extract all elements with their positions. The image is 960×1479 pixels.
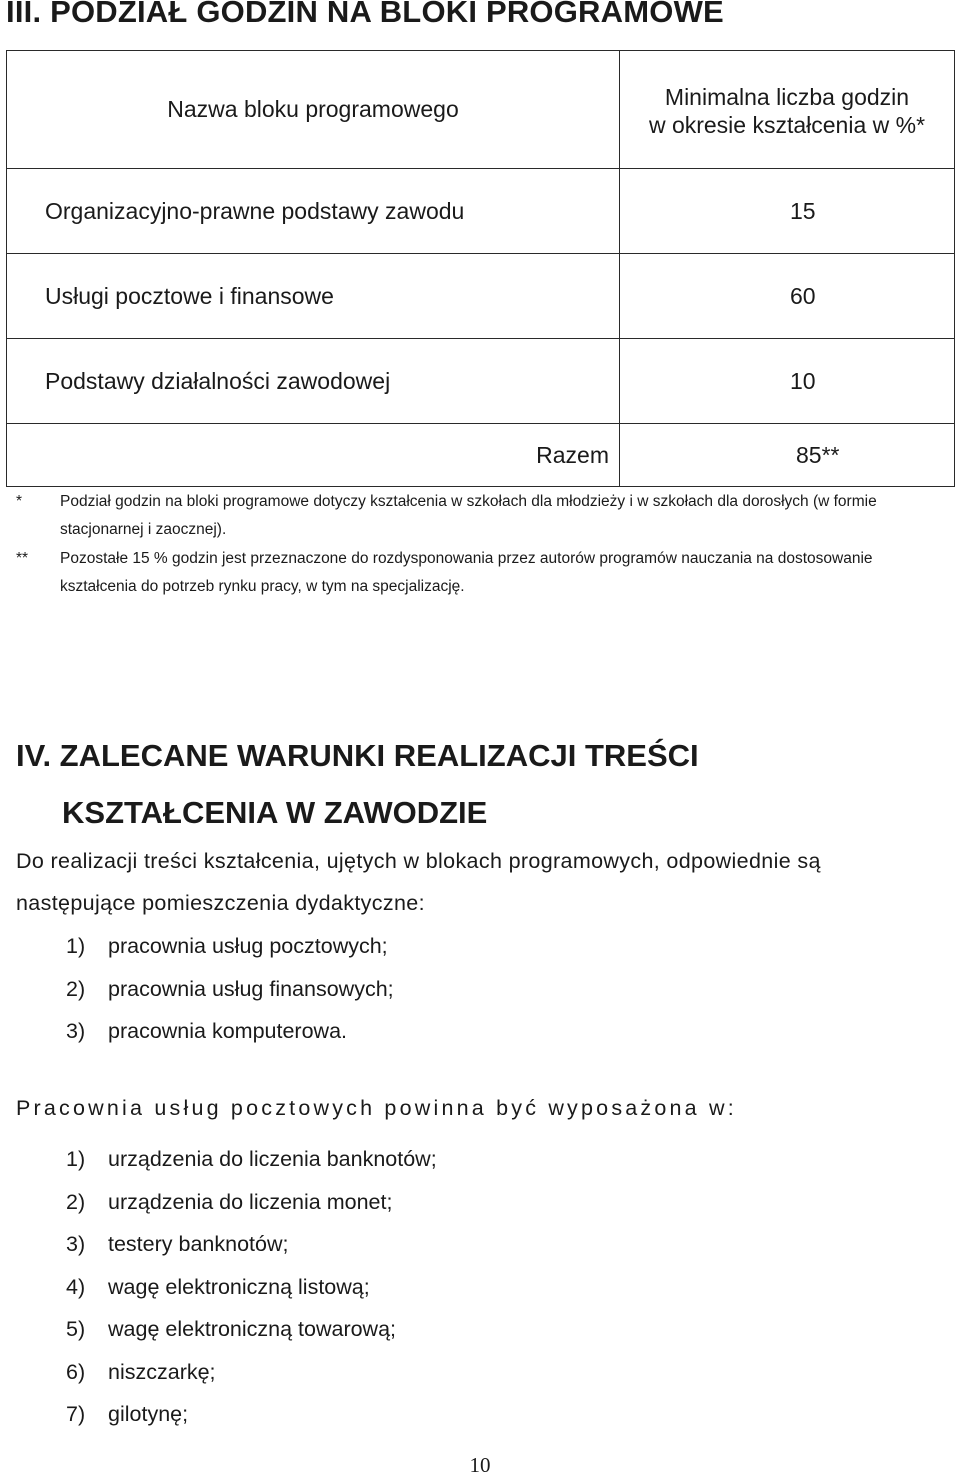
list-number: 5) bbox=[66, 1317, 86, 1341]
list-text: testery banknotów; bbox=[108, 1232, 289, 1256]
block-value: 60 bbox=[620, 254, 955, 339]
list-text: urządzenia do liczenia monet; bbox=[108, 1189, 393, 1214]
block-value: 15 bbox=[620, 169, 955, 254]
program-blocks-table bbox=[6, 50, 955, 487]
table-total-row bbox=[7, 424, 955, 487]
list-item bbox=[66, 1351, 437, 1394]
list-item bbox=[66, 925, 394, 968]
block-value: 10 bbox=[620, 339, 955, 424]
list-item bbox=[66, 1181, 437, 1224]
list-number: 2) bbox=[66, 976, 86, 1001]
page-number: 10 bbox=[469, 1453, 491, 1477]
list-item bbox=[66, 1393, 437, 1436]
table-header-row bbox=[7, 51, 955, 169]
list-item bbox=[66, 1308, 437, 1351]
list-number: 6) bbox=[66, 1359, 86, 1384]
list-text: wagę elektroniczną listową; bbox=[108, 1274, 370, 1299]
block-name: Podstawy działalności zawodowej bbox=[7, 339, 620, 424]
list-text: pracownia usług finansowych; bbox=[108, 976, 394, 1001]
footnote-text: Podział godzin na bloki programowe dotyczy kształcenia w szkołach dla młodzieży i w szkołach dla dorosłych (w formie stacjonarnej i zaocznej). bbox=[60, 493, 877, 538]
rooms-list bbox=[66, 925, 394, 1053]
list-number: 3) bbox=[66, 1019, 86, 1043]
footnote-mark: ** bbox=[16, 550, 29, 567]
list-text: gilotynę; bbox=[108, 1402, 189, 1426]
list-text: urządzenia do liczenia banknotów; bbox=[108, 1147, 437, 1171]
list-number: 7) bbox=[66, 1402, 86, 1426]
header-min-hours bbox=[620, 51, 955, 169]
list-number: 3) bbox=[66, 1232, 86, 1256]
footnote-1 bbox=[16, 488, 940, 544]
equipment-title: Pracownia usług pocztowych powinna być wyposażona w: bbox=[16, 1096, 737, 1120]
table-row bbox=[7, 169, 955, 254]
list-text: pracownia komputerowa. bbox=[108, 1019, 348, 1043]
section-4-heading bbox=[16, 727, 699, 841]
list-item bbox=[66, 1223, 437, 1266]
list-number: 2) bbox=[66, 1189, 86, 1214]
footnote-2 bbox=[16, 545, 940, 601]
total-value: 85** bbox=[620, 424, 955, 487]
list-item bbox=[66, 968, 394, 1011]
list-item bbox=[66, 1266, 437, 1309]
block-name: Usługi pocztowe i finansowe bbox=[7, 254, 620, 339]
section-4-heading-line1: IV. ZALECANE WARUNKI REALIZACJI TREŚCI bbox=[16, 738, 699, 773]
header-min-hours-line2: w okresie kształcenia w %* bbox=[648, 111, 926, 138]
block-name: Organizacyjno-prawne podstawy zawodu bbox=[7, 169, 620, 254]
list-item bbox=[66, 1138, 437, 1181]
list-number: 1) bbox=[66, 934, 86, 958]
list-text: niszczarkę; bbox=[108, 1359, 216, 1384]
footnote-mark: * bbox=[16, 493, 23, 510]
intro-paragraph: Do realizacji treści kształcenia, ujętych w blokach programowych, odpowiednie są następujące pomieszczenia dydaktyczne: bbox=[16, 849, 821, 915]
total-label: Razem bbox=[7, 424, 620, 487]
section-3-heading: III. PODZIAŁ GODZIN NA BLOKI PROGRAMOWE bbox=[6, 0, 724, 29]
section-4-heading-line2: KSZTAŁCENIA W ZAWODZIE bbox=[62, 795, 488, 830]
header-block-name: Nazwa bloku programowego bbox=[7, 51, 620, 169]
list-text: wagę elektroniczną towarową; bbox=[108, 1317, 397, 1341]
header-min-hours-line1: Minimalna liczba godzin bbox=[664, 83, 910, 110]
equipment-list bbox=[66, 1138, 437, 1436]
list-number: 4) bbox=[66, 1274, 86, 1299]
table-row bbox=[7, 339, 955, 424]
table-row bbox=[7, 254, 955, 339]
footnote-text: Pozostałe 15 % godzin jest przeznaczone do rozdysponowania przez autorów programów nauczania na dostosowanie kształcenia do potrzeb rynku pracy, w tym na specjalizację. bbox=[60, 550, 873, 595]
list-item bbox=[66, 1010, 394, 1053]
list-number: 1) bbox=[66, 1147, 86, 1171]
list-text: pracownia usług pocztowych; bbox=[108, 934, 388, 958]
